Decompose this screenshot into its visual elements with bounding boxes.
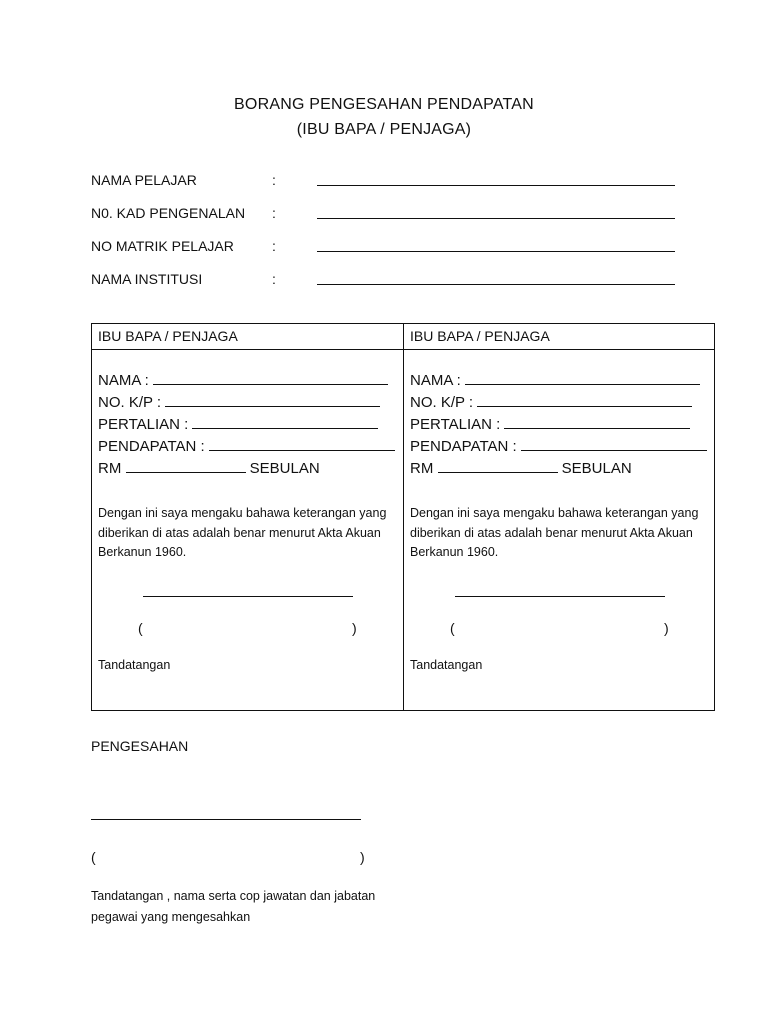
kp-line [98,394,380,411]
guardian-table [91,323,715,711]
form-subtitle: (IBU BAPA / PENJAGA) [296,121,472,138]
signature-label: Tandatangan [410,658,483,672]
rm-label: RM [410,460,434,477]
kad-pengenalan-blank[interactable] [317,218,675,219]
field-colon: : [272,238,276,254]
kp-blank[interactable] [477,394,692,407]
name-paren-close: ) [352,620,357,636]
rm-line [410,460,632,477]
signature-label: Tandatangan [98,658,171,672]
column-header: IBU BAPA / PENJAGA [98,328,238,344]
signature-line[interactable] [455,596,665,597]
nama-line [410,372,700,389]
sebulan-label: SEBULAN [249,460,320,477]
field-colon: : [272,205,276,221]
field-row-nama-pelajar [91,172,691,194]
pendapatan-line [410,438,707,455]
rm-line [98,460,320,477]
signature-line[interactable] [143,596,353,597]
pendapatan-line [98,438,395,455]
kp-label: NO. K/P : [410,394,474,411]
field-label: NO MATRIK PELAJAR [91,238,234,254]
declaration-text: Dengan ini saya mengaku bahawa keterangan yang diberikan di atas adalah benar menurut Akta Akuan Berkanun 1960. [410,506,699,559]
sebulan-label: SEBULAN [561,460,632,477]
pengesahan-heading: PENGESAHAN [91,738,189,754]
kp-blank[interactable] [165,394,380,407]
pengesahan-signature-line[interactable] [91,819,361,820]
pendapatan-blank[interactable] [209,438,395,451]
kp-label: NO. K/P : [98,394,162,411]
pengesahan-note: Tandatangan , nama serta cop jawatan dan jabatan pegawai yang mengesahkan [91,889,376,924]
pertalian-line [410,416,690,433]
rm-label: RM [98,460,122,477]
pertalian-label: PERTALIAN : [410,416,501,433]
form-title: BORANG PENGESAHAN PENDAPATAN [234,96,534,113]
pengesahan-paren-open: ( [91,849,96,865]
pendapatan-label: PENDAPATAN : [98,438,205,455]
name-paren-open: ( [138,620,143,636]
nama-blank[interactable] [465,372,700,385]
nama-blank[interactable] [153,372,388,385]
column-header: IBU BAPA / PENJAGA [410,328,550,344]
guardian-column-2 [404,324,715,710]
name-paren-close: ) [664,620,669,636]
institusi-blank[interactable] [317,284,675,285]
rm-blank[interactable] [438,460,558,473]
matrik-blank[interactable] [317,251,675,252]
field-label: NAMA PELAJAR [91,172,197,188]
guardian-column-1 [92,324,403,710]
kp-line [410,394,692,411]
pendapatan-blank[interactable] [521,438,707,451]
rm-blank[interactable] [126,460,246,473]
nama-label: NAMA : [98,372,149,389]
name-paren-open: ( [450,620,455,636]
nama-line [98,372,388,389]
nama-label: NAMA : [410,372,461,389]
field-colon: : [272,271,276,287]
field-row-matrik [91,238,691,260]
field-label: NAMA INSTITUSI [91,271,203,287]
field-label: N0. KAD PENGENALAN [91,205,246,221]
declaration-text: Dengan ini saya mengaku bahawa keterangan yang diberikan di atas adalah benar menurut Akta Akuan Berkanun 1960. [98,506,387,559]
field-colon: : [272,172,276,188]
pertalian-label: PERTALIAN : [98,416,189,433]
pengesahan-paren-close: ) [360,849,365,865]
pertalian-blank[interactable] [192,416,378,429]
pendapatan-label: PENDAPATAN : [410,438,517,455]
pertalian-line [98,416,378,433]
pertalian-blank[interactable] [504,416,690,429]
field-row-kad-pengenalan [91,205,691,227]
nama-pelajar-blank[interactable] [317,185,675,186]
field-row-institusi [91,271,691,293]
